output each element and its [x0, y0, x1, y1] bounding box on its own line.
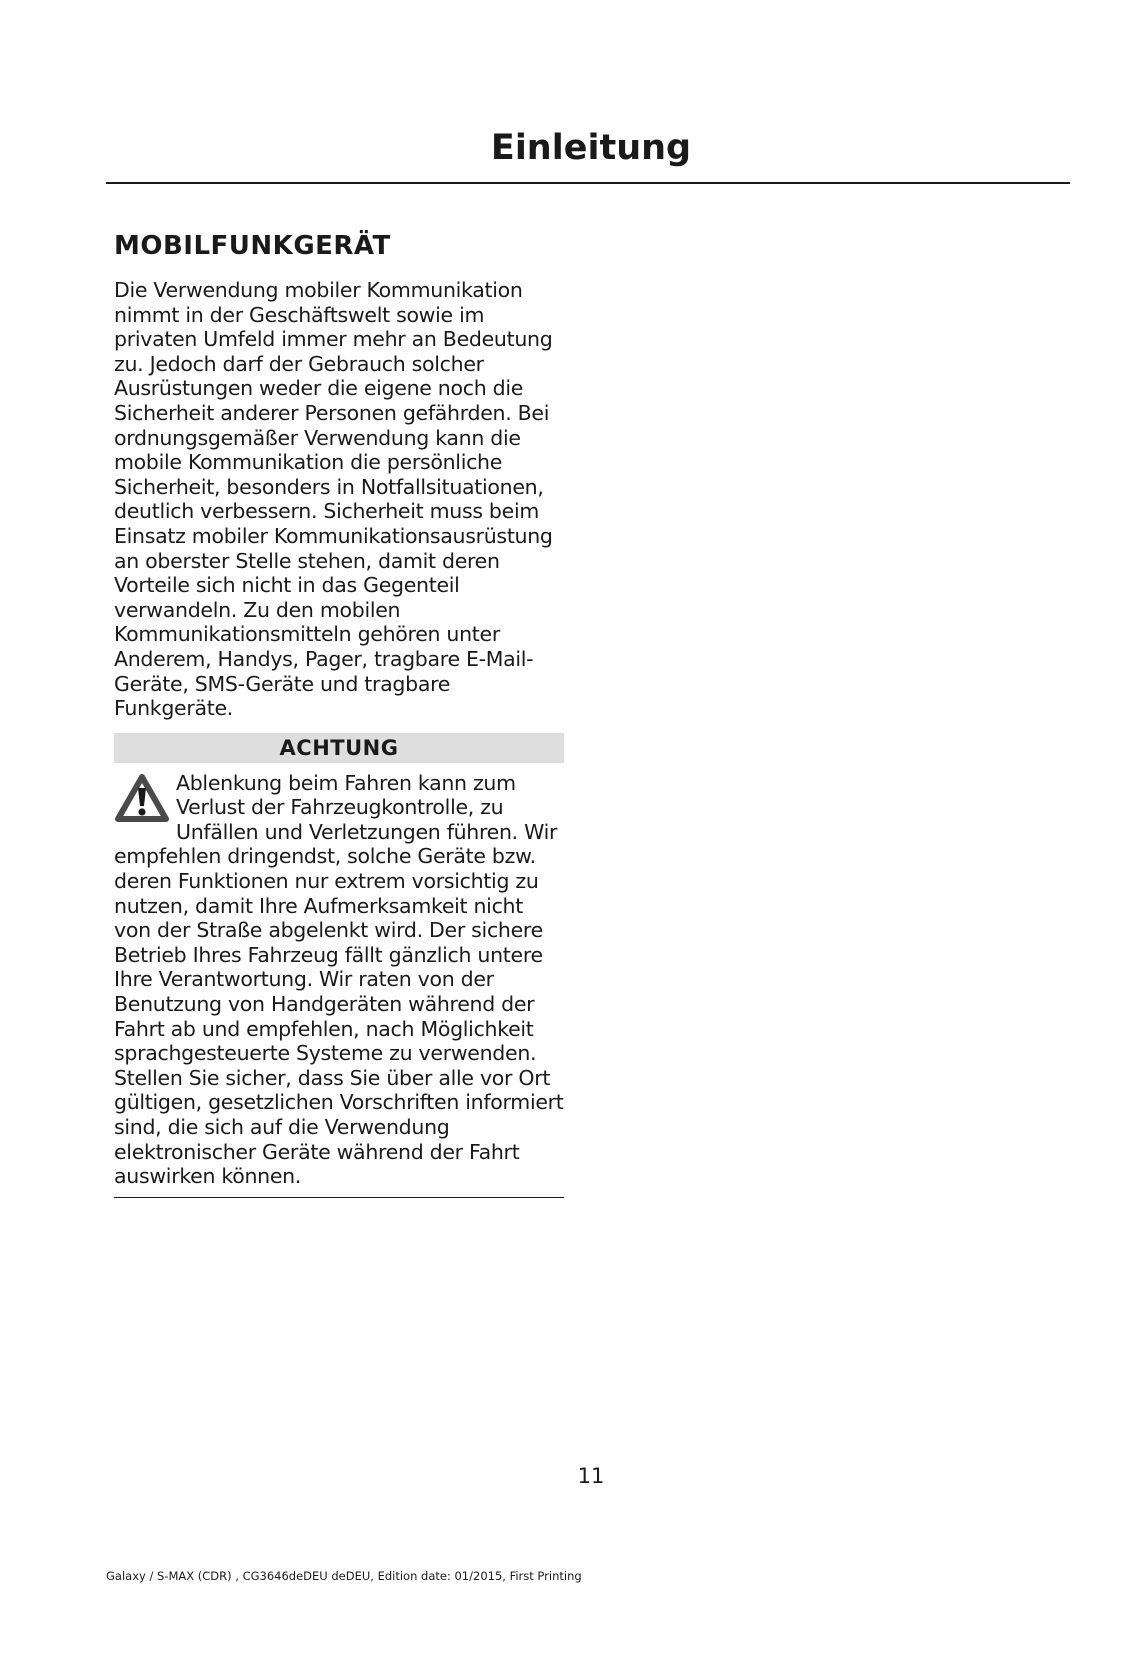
- page-number: 11: [577, 1464, 605, 1488]
- warning-triangle-icon: [114, 773, 170, 825]
- content-column: [114, 228, 566, 1198]
- warning-text: Ablenkung beim Fahren kann zum Verlust der Fahrzeugkontrolle, zu Unfällen und Verletzungen führen. Wir empfehlen dringendst, solche Geräte bzw. deren Funktionen nur extrem vorsichtig zu nutzen, damit Ihre Aufmerksamkeit nicht von der Straße abgelenkt wird. Der sichere Betrieb Ihres Fahrzeug fällt gänzlich untere Ihre Verantwortung. Wir raten von der Benutzung von Handgeräten während der Fahrt ab und empfehlen, nach Möglichkeit sprachgesteuerte Systeme zu verwenden. Stellen Sie sicher, dass Sie über alle vor Ort gültigen, gesetzlichen Vorschriften informiert sind, die sich auf die Verwendung elektronischer Geräte während der Fahrt auswirken können.: [114, 770, 564, 1189]
- warning-label: ACHTUNG: [114, 733, 564, 763]
- edition-note: Galaxy / S-MAX (CDR) , CG3646deDEU deDEU, Edition date: 01/2015, First Printing: [106, 1569, 582, 1583]
- section-paragraph: Die Verwendung mobiler Kommunikation nimmt in der Geschäftswelt sowie im privaten Umfeld immer mehr an Bedeutung zu. Jedoch darf der Gebrauch solcher Ausrüstungen weder die eigene noch die Sicherheit anderer Personen gefährden. Bei ordnungsgemäßer Verwendung kann die mobile Kommunikation die persönliche Sicherheit, besonders in Notfallsituationen, deutlich verbessern. Sicherheit muss beim Einsatz mobiler Kommunikationsausrüstung an oberster Stelle stehen, damit deren Vorteile sich nicht in das Gegenteil verwandeln. Zu den mobilen Kommunikationsmitteln gehören unter Anderem, Handys, Pager, tragbare E-Mail-Geräte, SMS-Geräte und tragbare Funkgeräte.: [114, 278, 553, 721]
- warning-content: [114, 771, 564, 1189]
- warning-box: [114, 733, 564, 1198]
- section-heading: MOBILFUNKGERÄT: [114, 231, 391, 261]
- page-title: Einleitung: [490, 128, 692, 168]
- title-divider: [106, 182, 1070, 184]
